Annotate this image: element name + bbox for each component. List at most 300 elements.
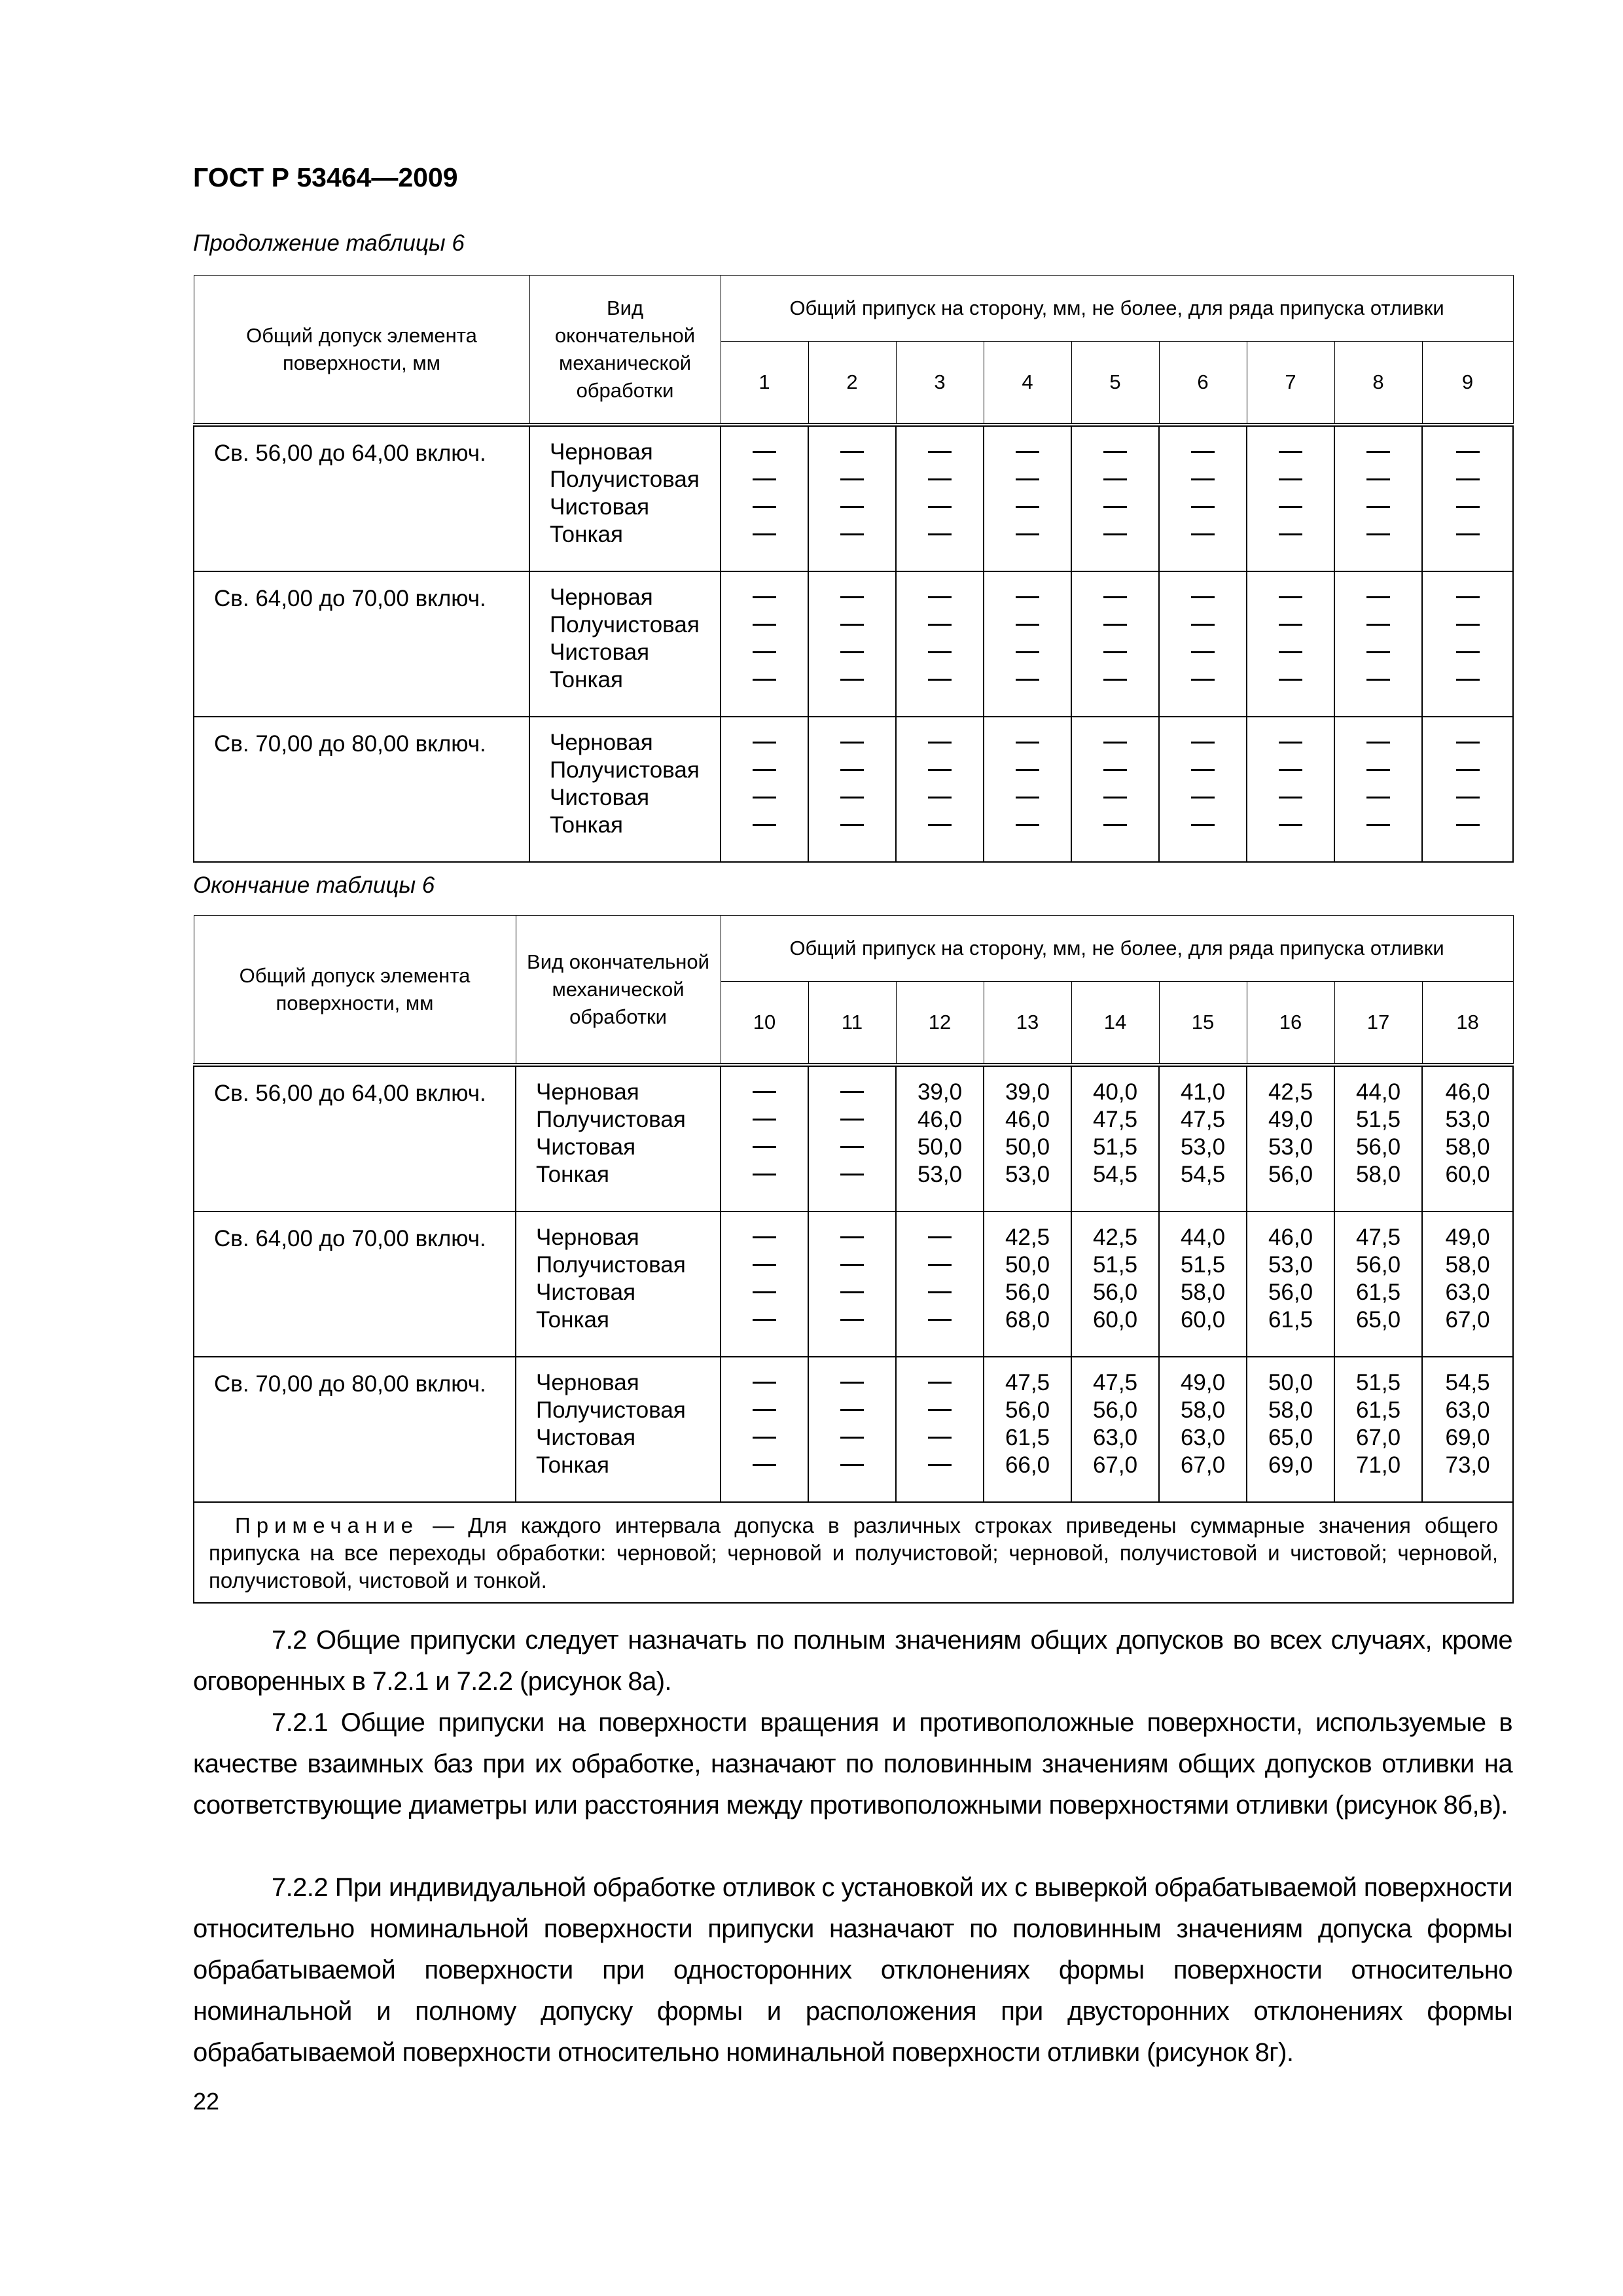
- allowance-value: 44,0: [1180, 1225, 1226, 1250]
- table-end-body: [194, 1065, 1513, 1502]
- allowance-value: 51,5: [1092, 1252, 1138, 1278]
- allowance-cell: [808, 717, 896, 862]
- dash-value: [1335, 611, 1421, 639]
- dash-icon: [753, 824, 776, 826]
- allowance-cell: [1159, 1065, 1247, 1211]
- dash-icon: [1456, 742, 1480, 744]
- allowance-value: 47,5: [1180, 1107, 1226, 1132]
- machining-type: Чистовая: [536, 1280, 636, 1305]
- allowance-value: 53,0: [1180, 1134, 1226, 1160]
- dash-icon: [1016, 742, 1039, 744]
- dash-icon: [1103, 742, 1127, 744]
- dash-value: [1423, 784, 1512, 812]
- dash-icon: [1279, 624, 1302, 626]
- dash-value: [1247, 812, 1334, 839]
- allowance-cell: [808, 1065, 896, 1211]
- dash-icon: [1456, 506, 1480, 508]
- machining-type: Тонкая: [550, 812, 623, 838]
- dash-value: [721, 493, 808, 521]
- dash-icon: [1103, 451, 1127, 453]
- dash-icon: [1366, 651, 1390, 653]
- allowance-cell: [1422, 1211, 1513, 1357]
- header-machining: Вид окончательной механической обработки: [529, 276, 721, 425]
- dash-value: [721, 1397, 808, 1424]
- dash-icon: [1456, 596, 1480, 598]
- dash-icon: [1279, 797, 1302, 798]
- allowance-value: 51,5: [1180, 1252, 1226, 1278]
- allowance-value: 69,0: [1268, 1452, 1313, 1478]
- dash-icon: [840, 596, 864, 598]
- dash-icon: [1279, 451, 1302, 453]
- dash-value: [1247, 639, 1334, 666]
- allowance-value: 67,0: [1445, 1307, 1490, 1333]
- dash-icon: [1191, 596, 1215, 598]
- allowance-cell: [1247, 1211, 1334, 1357]
- dash-value: [721, 1306, 808, 1334]
- dash-icon: [1279, 651, 1302, 653]
- dash-value: [1160, 584, 1246, 611]
- dash-value: [1423, 439, 1512, 466]
- dash-value: [809, 1397, 895, 1424]
- allowance-cell: [984, 1357, 1071, 1502]
- machining-type: Получистовая: [550, 467, 700, 492]
- dash-icon: [1279, 506, 1302, 508]
- dash-value: [984, 611, 1071, 639]
- allowance-value: 53,0: [1268, 1252, 1313, 1278]
- dash-icon: [840, 1091, 864, 1093]
- allowance-cell: [1071, 1065, 1159, 1211]
- dash-value: [721, 439, 808, 466]
- allowance-cell: [1334, 425, 1422, 571]
- dash-value: [809, 466, 895, 493]
- dash-value: [984, 812, 1071, 839]
- dash-icon: [753, 1409, 776, 1411]
- allowance-value: 66,0: [1005, 1452, 1050, 1478]
- dash-icon: [1103, 533, 1127, 535]
- machining-type: Чистовая: [550, 494, 650, 520]
- dash-value: [809, 439, 895, 466]
- dash-value: [809, 1306, 895, 1334]
- table-row: [194, 717, 1513, 862]
- dash-icon: [1191, 742, 1215, 744]
- allowance-value: 49,0: [1180, 1370, 1226, 1395]
- allowance-value: 63,0: [1445, 1397, 1490, 1423]
- dash-icon: [753, 651, 776, 653]
- dash-icon: [1016, 451, 1039, 453]
- tolerance-range-cell: Св. 64,00 до 70,00 включ.: [194, 571, 529, 717]
- tolerance-range-cell: Св. 56,00 до 64,00 включ.: [194, 1065, 516, 1211]
- allowance-value: 42,5: [1268, 1079, 1313, 1105]
- dash-value: [897, 439, 983, 466]
- allowance-value: 56,0: [1092, 1397, 1138, 1423]
- dash-icon: [928, 478, 952, 480]
- dash-icon: [1366, 769, 1390, 771]
- machining-type: Чистовая: [550, 785, 650, 810]
- dash-value: [1160, 521, 1246, 548]
- dash-value: [1247, 466, 1334, 493]
- allowance-cell: [1159, 1357, 1247, 1502]
- dash-value: [809, 1106, 895, 1134]
- dash-icon: [928, 1382, 952, 1384]
- dash-icon: [928, 1464, 952, 1466]
- machining-types-cell: [529, 425, 721, 571]
- dash-value: [1335, 584, 1421, 611]
- dash-value: [721, 812, 808, 839]
- allowance-cell: [1159, 717, 1247, 862]
- machining-type: Чистовая: [536, 1134, 636, 1160]
- allowance-value: 58,0: [1445, 1134, 1490, 1160]
- allowance-value: 49,0: [1445, 1225, 1490, 1250]
- machining-type: Черновая: [550, 730, 653, 755]
- dash-icon: [1366, 624, 1390, 626]
- machining-type: Чистовая: [536, 1425, 636, 1450]
- dash-value: [721, 1452, 808, 1479]
- tolerance-range-cell: Св. 70,00 до 80,00 включ.: [194, 1357, 516, 1502]
- dash-value: [1423, 466, 1512, 493]
- dash-icon: [753, 596, 776, 598]
- dash-value: [1423, 729, 1512, 757]
- dash-value: [1423, 812, 1512, 839]
- dash-value: [897, 1279, 983, 1306]
- allowance-value: 56,0: [1355, 1134, 1401, 1160]
- dash-value: [809, 611, 895, 639]
- allowance-value: 53,0: [1268, 1134, 1313, 1160]
- series-header: 3: [896, 342, 984, 425]
- page-number: 22: [193, 2088, 220, 2115]
- dash-icon: [1279, 533, 1302, 535]
- dash-icon: [928, 1291, 952, 1293]
- dash-icon: [1191, 506, 1215, 508]
- allowance-cell: [1159, 1211, 1247, 1357]
- dash-icon: [928, 451, 952, 453]
- allowance-cell: [1071, 425, 1159, 571]
- allowance-cell: [1071, 571, 1159, 717]
- allowance-value: 67,0: [1092, 1452, 1138, 1478]
- allowance-cell: [1071, 1357, 1159, 1502]
- allowance-value: 68,0: [1005, 1307, 1050, 1333]
- allowance-value: 58,0: [1180, 1280, 1226, 1305]
- tolerance-range-cell: Св. 64,00 до 70,00 включ.: [194, 1211, 516, 1357]
- dash-value: [1072, 466, 1158, 493]
- dash-icon: [1191, 651, 1215, 653]
- dash-value: [1247, 784, 1334, 812]
- machining-types-cell: [516, 1357, 721, 1502]
- dash-icon: [1456, 624, 1480, 626]
- dash-icon: [1191, 797, 1215, 798]
- machining-type: Черновая: [536, 1079, 639, 1105]
- allowance-value: 58,0: [1180, 1397, 1226, 1423]
- table-row: [194, 1357, 1513, 1502]
- dash-value: [984, 493, 1071, 521]
- dash-icon: [840, 506, 864, 508]
- dash-icon: [840, 1236, 864, 1238]
- allowance-value: 54,5: [1445, 1370, 1490, 1395]
- allowance-value: 46,0: [1268, 1225, 1313, 1250]
- series-header: 10: [721, 982, 808, 1066]
- dash-icon: [840, 478, 864, 480]
- dash-icon: [840, 1464, 864, 1466]
- header-allowance-group: Общий припуск на сторону, мм, не более, для ряда припуска отливки: [721, 276, 1513, 342]
- dash-value: [1423, 584, 1512, 611]
- dash-value: [1423, 611, 1512, 639]
- allowance-value: 61,5: [1355, 1397, 1401, 1423]
- allowance-value: 53,0: [1445, 1107, 1490, 1132]
- allowance-value: 63,0: [1092, 1425, 1138, 1450]
- document-title: ГОСТ Р 53464—2009: [193, 162, 458, 192]
- dash-value: [1160, 757, 1246, 784]
- allowance-value: 56,0: [1355, 1252, 1401, 1278]
- series-header: 14: [1071, 982, 1159, 1066]
- allowance-cell: [1422, 1065, 1513, 1211]
- dash-value: [897, 757, 983, 784]
- allowance-value: 50,0: [1268, 1370, 1313, 1395]
- allowance-value: 50,0: [917, 1134, 963, 1160]
- dash-value: [721, 521, 808, 548]
- dash-value: [897, 666, 983, 694]
- machining-type: Черновая: [536, 1225, 639, 1250]
- dash-icon: [753, 1091, 776, 1093]
- dash-value: [984, 729, 1071, 757]
- dash-value: [1072, 639, 1158, 666]
- dash-value: [809, 1224, 895, 1251]
- dash-value: [1072, 584, 1158, 611]
- dash-icon: [1103, 478, 1127, 480]
- allowance-cell: [1159, 425, 1247, 571]
- dash-value: [1247, 757, 1334, 784]
- dash-value: [721, 784, 808, 812]
- dash-icon: [1191, 769, 1215, 771]
- allowance-cell: [984, 425, 1071, 571]
- allowance-value: 58,0: [1268, 1397, 1313, 1423]
- dash-icon: [840, 1264, 864, 1266]
- dash-value: [984, 784, 1071, 812]
- allowance-cell: [1071, 1211, 1159, 1357]
- dash-icon: [840, 742, 864, 744]
- dash-value: [809, 1161, 895, 1189]
- allowance-value: 51,5: [1092, 1134, 1138, 1160]
- allowance-value: 39,0: [917, 1079, 963, 1105]
- dash-value: [897, 812, 983, 839]
- allowance-value: 42,5: [1092, 1225, 1138, 1250]
- allowance-cell: [808, 1211, 896, 1357]
- dash-icon: [1103, 596, 1127, 598]
- dash-value: [809, 812, 895, 839]
- dash-icon: [1366, 596, 1390, 598]
- dash-icon: [1366, 478, 1390, 480]
- dash-value: [809, 584, 895, 611]
- allowance-value: 50,0: [1005, 1134, 1050, 1160]
- allowance-cell: [1159, 571, 1247, 717]
- dash-value: [1072, 493, 1158, 521]
- dash-icon: [928, 624, 952, 626]
- allowance-cell: [896, 717, 984, 862]
- allowance-cell: [721, 1357, 808, 1502]
- dash-value: [721, 1224, 808, 1251]
- dash-icon: [1366, 506, 1390, 508]
- machining-types-cell: [529, 717, 721, 862]
- dash-icon: [1456, 533, 1480, 535]
- dash-icon: [1016, 596, 1039, 598]
- dash-value: [1160, 812, 1246, 839]
- dash-value: [1335, 521, 1421, 548]
- allowance-value: 54,5: [1092, 1162, 1138, 1187]
- dash-icon: [928, 533, 952, 535]
- dash-value: [809, 1134, 895, 1161]
- dash-icon: [1016, 624, 1039, 626]
- allowance-value: 39,0: [1005, 1079, 1050, 1105]
- dash-value: [1160, 611, 1246, 639]
- series-header: 11: [808, 982, 896, 1066]
- table-caption-continued: Продолжение таблицы 6: [193, 230, 465, 256]
- dash-value: [1423, 521, 1512, 548]
- dash-icon: [1366, 824, 1390, 826]
- dash-value: [1423, 666, 1512, 694]
- allowance-value: 56,0: [1092, 1280, 1138, 1305]
- allowance-value: 58,0: [1355, 1162, 1401, 1187]
- allowance-cell: [1247, 1065, 1334, 1211]
- dash-icon: [928, 596, 952, 598]
- dash-value: [984, 757, 1071, 784]
- dash-icon: [753, 1319, 776, 1321]
- dash-icon: [1366, 533, 1390, 535]
- allowance-value: 51,5: [1355, 1107, 1401, 1132]
- allowance-cell: [896, 1357, 984, 1502]
- dash-value: [1335, 784, 1421, 812]
- dash-value: [809, 1079, 895, 1106]
- dash-icon: [1016, 478, 1039, 480]
- allowance-cell: [896, 1211, 984, 1357]
- series-header: 13: [984, 982, 1071, 1066]
- machining-type: Тонкая: [536, 1162, 609, 1187]
- allowance-cell: [896, 1065, 984, 1211]
- dash-icon: [1279, 769, 1302, 771]
- dash-icon: [928, 506, 952, 508]
- dash-icon: [1103, 769, 1127, 771]
- dash-value: [1247, 611, 1334, 639]
- machining-type: Тонкая: [536, 1307, 609, 1333]
- dash-value: [721, 639, 808, 666]
- allowance-value: 47,5: [1355, 1225, 1401, 1250]
- dash-value: [1335, 757, 1421, 784]
- machining-type: Чистовая: [550, 639, 650, 665]
- allowance-cell: [896, 425, 984, 571]
- dash-icon: [840, 533, 864, 535]
- table-row: [194, 1211, 1513, 1357]
- series-header: 2: [808, 342, 896, 425]
- dash-icon: [928, 742, 952, 744]
- dash-value: [721, 1424, 808, 1452]
- allowance-value: 54,5: [1180, 1162, 1226, 1187]
- allowance-value: 42,5: [1005, 1225, 1050, 1250]
- allowance-value: 46,0: [1005, 1107, 1050, 1132]
- dash-icon: [1456, 651, 1480, 653]
- dash-value: [1335, 466, 1421, 493]
- dash-icon: [753, 1291, 776, 1293]
- dash-value: [721, 1279, 808, 1306]
- machining-types-cell: [516, 1065, 721, 1211]
- dash-icon: [1279, 679, 1302, 681]
- allowance-cell: [1334, 571, 1422, 717]
- allowance-value: 73,0: [1445, 1452, 1490, 1478]
- dash-icon: [753, 742, 776, 744]
- allowance-cell: [1247, 717, 1334, 862]
- dash-icon: [840, 451, 864, 453]
- dash-value: [1335, 666, 1421, 694]
- allowance-cell: [808, 1357, 896, 1502]
- dash-value: [1072, 812, 1158, 839]
- dash-icon: [928, 824, 952, 826]
- table-note: [194, 1502, 1513, 1603]
- dash-value: [897, 729, 983, 757]
- dash-value: [721, 757, 808, 784]
- dash-icon: [753, 797, 776, 798]
- dash-value: [1247, 584, 1334, 611]
- dash-value: [1335, 439, 1421, 466]
- dash-icon: [1016, 769, 1039, 771]
- allowance-value: 46,0: [1445, 1079, 1490, 1105]
- dash-icon: [1103, 679, 1127, 681]
- paragraph-text: 7.2 Общие припуски следует назначать по полным значениям общих допусков во всех случаях, кроме оговоренных в 7.2.1 и 7.2.2 (рисунок 8а).: [193, 1626, 1512, 1696]
- allowance-value: 61,5: [1005, 1425, 1050, 1450]
- header-tolerance: Общий допуск элемента поверхности, мм: [194, 916, 516, 1066]
- allowance-cell: [984, 717, 1071, 862]
- note-lead: Примечание: [235, 1513, 419, 1537]
- allowance-cell: [1422, 425, 1513, 571]
- dash-icon: [1191, 679, 1215, 681]
- dash-value: [809, 1452, 895, 1479]
- dash-value: [1160, 466, 1246, 493]
- allowance-cell: [896, 571, 984, 717]
- dash-value: [809, 729, 895, 757]
- series-header: 15: [1159, 982, 1247, 1066]
- machining-type: Тонкая: [550, 522, 623, 547]
- dash-icon: [1016, 533, 1039, 535]
- dash-value: [1335, 493, 1421, 521]
- dash-icon: [1103, 506, 1127, 508]
- machining-type: Тонкая: [536, 1452, 609, 1478]
- machining-type: Получистовая: [550, 757, 700, 783]
- allowance-cell: [1334, 1357, 1422, 1502]
- dash-icon: [1016, 824, 1039, 826]
- dash-value: [721, 1079, 808, 1106]
- table-continued: [193, 275, 1514, 863]
- dash-value: [984, 639, 1071, 666]
- allowance-cell: [1334, 1065, 1422, 1211]
- allowance-cell: [1422, 1357, 1513, 1502]
- dash-icon: [1191, 824, 1215, 826]
- dash-icon: [1456, 797, 1480, 798]
- allowance-cell: [1247, 425, 1334, 571]
- table-row: [194, 425, 1513, 571]
- dash-icon: [1016, 797, 1039, 798]
- dash-icon: [1279, 478, 1302, 480]
- allowance-cell: [808, 425, 896, 571]
- dash-icon: [840, 769, 864, 771]
- dash-icon: [753, 679, 776, 681]
- dash-icon: [1191, 533, 1215, 535]
- dash-value: [897, 1424, 983, 1452]
- allowance-cell: [1247, 1357, 1334, 1502]
- dash-value: [721, 1161, 808, 1189]
- dash-icon: [840, 797, 864, 798]
- dash-value: [809, 1251, 895, 1279]
- dash-icon: [1366, 797, 1390, 798]
- dash-value: [721, 1251, 808, 1279]
- dash-icon: [840, 651, 864, 653]
- machining-type: Тонкая: [550, 667, 623, 692]
- dash-value: [809, 1424, 895, 1452]
- series-header: 5: [1071, 342, 1159, 425]
